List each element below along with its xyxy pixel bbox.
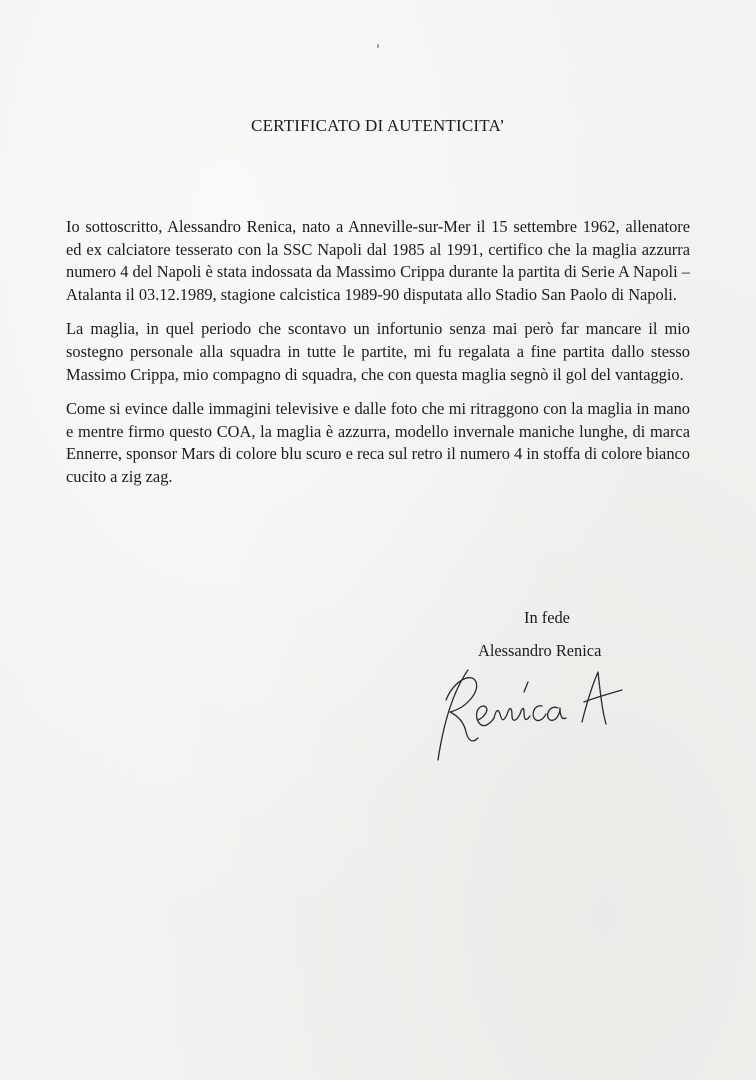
body-paragraph-3: Come si evince dalle immagini televisive e dalle foto che mi ritraggono con la maglia in mano e mentre firmo questo COA, la maglia è azzurra, modello invernale maniche lunghe, di marca Ennerre, sponsor Mars di colore blu scuro e reca sul retro il numero 4 in stoffa di colore bianco cucito a zig zag.	[66, 399, 690, 486]
document-title: CERTIFICATO DI AUTENTICITA’	[251, 116, 505, 135]
document-body	[66, 216, 690, 501]
paper-speck	[377, 44, 379, 48]
handwritten-signature	[432, 660, 632, 770]
closing-block	[478, 607, 678, 662]
body-paragraph-1: Io sottoscritto, Alessandro Renica, nato a Anneville-sur-Mer il 15 settembre 1962, allenatore ed ex calciatore tesserato con la SSC Napoli dal 1985 al 1991, certifico che la maglia azzurra numero 4 del Napoli è stata indossata da Massimo Crippa durante la partita di Serie A Napoli – Atalanta il 03.12.1989, stagione calcistica 1989-90 disputata allo Stadio San Paolo di Napoli.	[66, 217, 690, 304]
signer-name: Alessandro Renica	[478, 640, 602, 660]
closing-phrase: In fede	[524, 608, 570, 627]
body-paragraph-2: La maglia, in quel periodo che scontavo un infortunio senza mai però far mancare il mio sostegno personale alla squadra in tutte le partite, mi fu regalata a fine partita dallo stesso Massimo Crippa, mio compagno di squadra, che con questa maglia segnò il gol del vantaggio.	[66, 319, 690, 384]
